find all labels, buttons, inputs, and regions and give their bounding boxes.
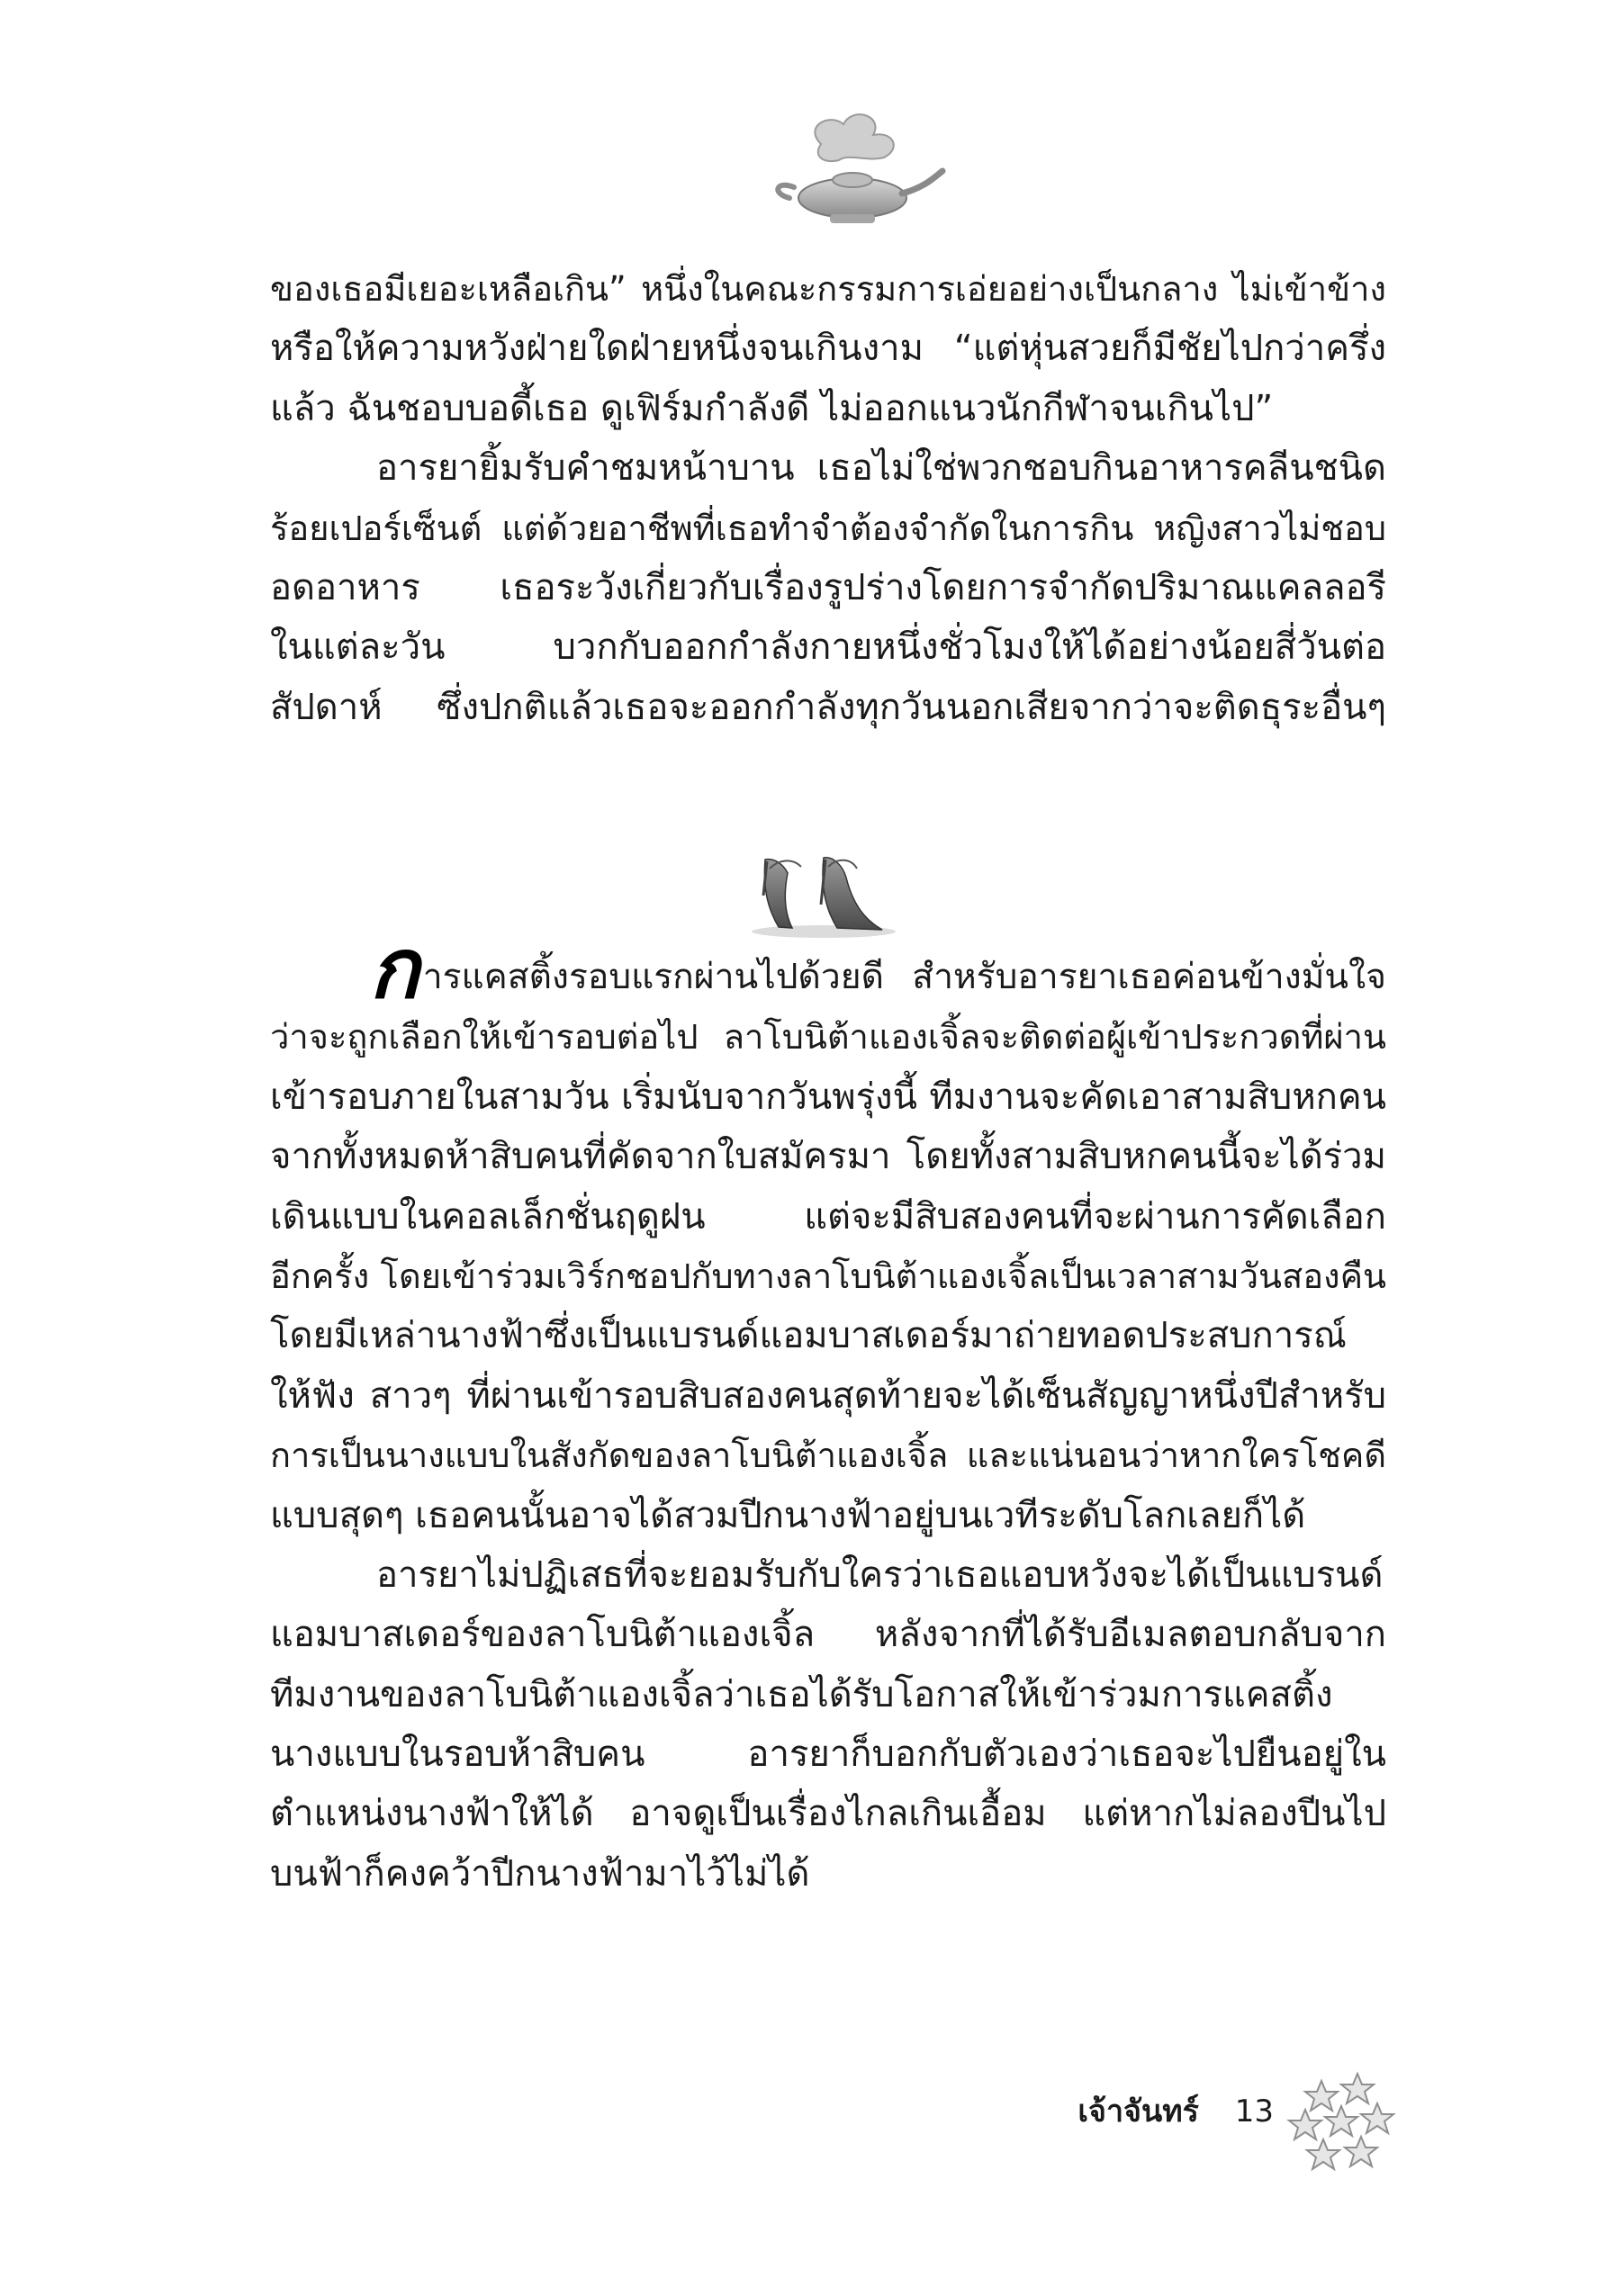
dropcap-letter: ก xyxy=(369,921,419,1017)
paragraph-block-top xyxy=(270,259,1386,737)
text-line: แล้ว ฉันชอบบอดี้เธอ ดูเฟิร์มกำลังดี ไม่ออกแนวนักกีฬาจนเกินไป” xyxy=(270,387,1274,429)
high-heels-icon xyxy=(738,842,900,941)
text-line: แอมบาสเดอร์ของลาโบนิต้าแองเจิ้ล หลังจากที่ได้รับอีเมลตอบกลับจาก xyxy=(270,1614,1386,1656)
text-line: ร้อยเปอร์เซ็นต์ แต่ด้วยอาชีพที่เธอทำจำต้องจำกัดในการกิน หญิงสาวไม่ชอบ xyxy=(270,508,1386,548)
text-line: การเป็นนางแบบในสังกัดของลาโบนิต้าแองเจิ้ล และแน่นอนว่าหากใครโชคดี xyxy=(270,1436,1386,1476)
text-line: ของเธอมีเยอะเหลือเกิน” หนึ่งในคณะกรรมการเอ่ยอย่างเป็นกลาง ไม่เข้าข้าง xyxy=(270,269,1386,309)
text-line-with-dropcap xyxy=(270,921,1386,1017)
text-line: โดยมีเหล่านางฟ้าซึ่งเป็นแบรนด์แอมบาสเดอร์มาถ่ายทอดประสบการณ์ xyxy=(270,1315,1347,1357)
text-line: สัปดาห์ ซึ่งปกติแล้วเธอจะออกกำลังทุกวันนอกเสียจากว่าจะติดธุระอื่นๆ xyxy=(270,686,1386,728)
page-footer xyxy=(1078,2086,1274,2135)
teapot-genie-icon xyxy=(758,108,956,234)
text-line: อารยายิ้มรับคำชมหน้าบาน เธอไม่ใช่พวกชอบกินอาหารคลีนชนิด xyxy=(376,447,1386,490)
text-line: นางแบบในรอบห้าสิบคน อารยาก็บอกกับตัวเองว่าเธอจะไปยืนอยู่ใน xyxy=(270,1733,1386,1776)
text-line: ว่าจะถูกเลือกให้เข้ารอบต่อไป ลาโบนิต้าแองเจิ้ลจะติดต่อผู้เข้าประกวดที่ผ่าน xyxy=(270,1017,1386,1058)
text-line: อดอาหาร เธอระวังเกี่ยวกับเรื่องรูปร่างโดยการจำกัดปริมาณแคลลอรี xyxy=(270,566,1386,608)
text-line: หรือให้ความหวังฝ่ายใดฝ่ายหนึ่งจนเกินงาม “แต่หุ่นสวยก็มีชัยไปกว่าครึ่ง xyxy=(270,328,1386,370)
text-line: อีกครั้ง โดยเข้าร่วมเวิร์กชอปกับทางลาโบนิต้าแองเจิ้ลเป็นเวลาสามวันสองคืน xyxy=(270,1256,1386,1296)
text-line: จากทั้งหมดห้าสิบคนที่คัดจากใบสมัครมา โดยทั้งสามสิบหกคนนี้จะได้ร่วม xyxy=(270,1136,1386,1178)
stars-cluster-icon xyxy=(1285,2070,1402,2187)
text-line: อารยาไม่ปฏิเสธที่จะยอมรับกับใครว่าเธอแอบหวังจะได้เป็นแบรนด์ xyxy=(376,1553,1384,1596)
text-line: ตำแหน่งนางฟ้าให้ได้ อาจดูเป็นเรื่องไกลเกินเอื้อม แต่หากไม่ลองปีนไป xyxy=(270,1793,1386,1835)
text-line: ให้ฟัง สาวๆ ที่ผ่านเข้ารอบสิบสองคนสุดท้ายจะได้เซ็นสัญญาหนึ่งปีสำหรับ xyxy=(270,1374,1386,1417)
text-line: บนฟ้าก็คงคว้าปีกนางฟ้ามาไว้ไม่ได้ xyxy=(270,1852,810,1895)
text-line: เดินแบบในคอลเล็กชั่นฤดูฝน แต่จะมีสิบสองคนที่จะผ่านการคัดเลือก xyxy=(270,1195,1386,1238)
text-line: ารแคสติ้งรอบแรกผ่านไปด้วยดี สำหรับอารยาเธอค่อนข้างมั่นใจ xyxy=(422,957,1386,997)
page-number: 13 xyxy=(1234,2093,1274,2129)
paragraph-block-bottom xyxy=(270,921,1386,1904)
text-line: แบบสุดๆ เธอคนนั้นอาจได้สวมปีกนางฟ้าอยู่บนเวทีระดับโลกเลยก็ได้ xyxy=(270,1494,1306,1536)
text-line: ในแต่ละวัน บวกกับออกกำลังกายหนึ่งชั่วโมงให้ได้อย่างน้อยสี่วันต่อ xyxy=(270,626,1386,669)
text-line: ทีมงานของลาโบนิต้าแองเจิ้ลว่าเธอได้รับโอกาสให้เข้าร่วมการแคสติ้ง xyxy=(270,1673,1333,1715)
book-title: เจ้าจันทร์ xyxy=(1078,2093,1199,2129)
text-line: เข้ารอบภายในสามวัน เริ่มนับจากวันพรุ่งนี้ ทีมงานจะคัดเอาสามสิบหกคน xyxy=(270,1076,1386,1118)
